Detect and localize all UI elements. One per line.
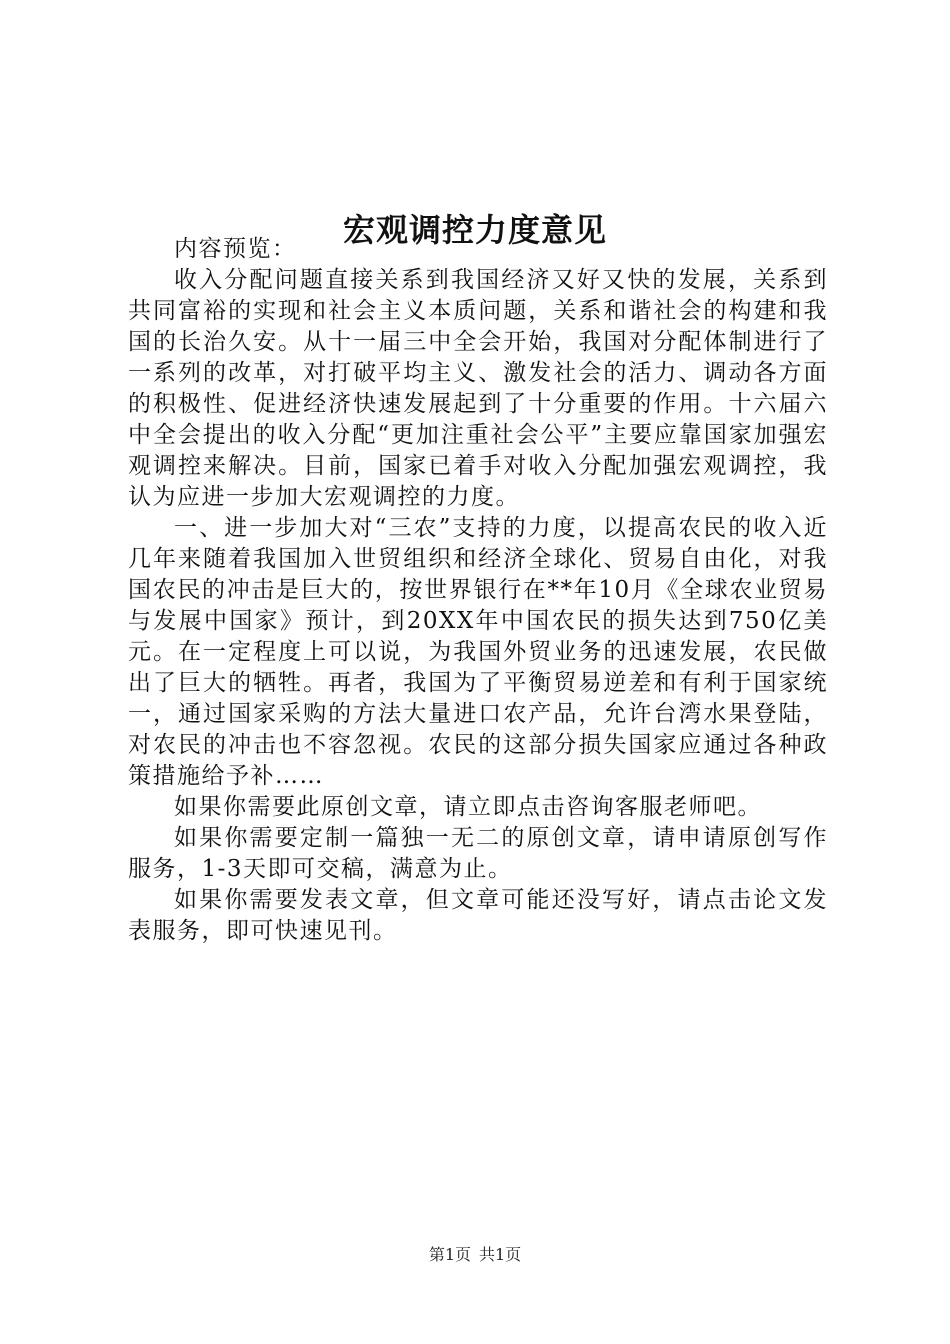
paragraph-section-one: 一、进一步加大对“三农”支持的力度，以提高农民的收入近几年来随着我国加入世贸组织和经济全球化、贸易自由化，对我国农民的冲击是巨大的，按世界银行在**年10月《全球农业贸易与发展中国家》预计，到20XX年中国农民的损失达到750亿美元。在一定程度上可以说，为我国外贸业务的迅速发展，农民做出了巨大的牺牲。再者，我国为了平衡贸易逆差和有利于国家统一，通过国家采购的方法大量进口农产品，允许台湾水果登陆，对农民的冲击也不容忽视。农民的这部分损失国家应通过各种政策措施给予补…… (128, 515, 828, 789)
page-number: 第1页 (428, 1245, 471, 1264)
document-body (128, 234, 828, 947)
document-title: 宏观调控力度意见 (342, 211, 607, 250)
paragraph-publish-service[interactable]: 如果你需要发表文章，但文章可能还没写好，请点击论文发表服务，即可快速见刊。 (128, 887, 828, 944)
paragraph-intro: 收入分配问题直接关系到我国经济又好又快的发展，关系到共同富裕的实现和社会主义本质问题，关系和谐社会的构建和我国的长治久安。从十一届三中全会开始，我国对分配体制进行了一系列的改革，对打破平均主义、激发社会的活力、调动各方面的积极性、促进经济快速发展起到了十分重要的作用。十六届六中全会提出的收入分配“更加注重社会公平”主要应靠国家加强宏观调控来解决。目前，国家已着手对收入分配加强宏观调控，我认为应进一步加大宏观调控的力度。 (128, 267, 828, 510)
paragraph-custom-writing[interactable]: 如果你需要定制一篇独一无二的原创文章，请申请原创写作服务，1-3天即可交稿，满意为止。 (128, 825, 828, 882)
page-footer (0, 1243, 950, 1267)
preview-label: 内容预览： (174, 236, 297, 262)
page-total: 共1页 (479, 1245, 522, 1264)
paragraph-contact-service[interactable]: 如果你需要此原创文章，请立即点击咨询客服老师吧。 (174, 794, 762, 820)
